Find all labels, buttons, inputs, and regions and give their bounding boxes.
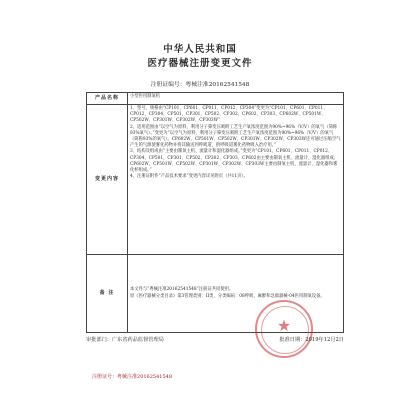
seal-star-icon: ★: [276, 316, 292, 335]
bottom-registration-number: 粤械注准20162541548: [117, 374, 173, 380]
row-label-product-name: 产品名称: [87, 93, 128, 105]
bottom-registration-line: [92, 373, 172, 380]
approval-dept-name: 广东省药品监督管理局: [111, 337, 164, 343]
row-label-change-content: 变更内容: [87, 105, 128, 255]
change-table: [86, 92, 344, 333]
approval-label: 审批部门：: [86, 337, 112, 343]
approval-department: [86, 336, 164, 343]
change-content-value: [128, 105, 344, 255]
registration-number-line: [0, 79, 400, 88]
table-row: [87, 93, 344, 105]
bottom-label: 注册证号：: [92, 374, 118, 380]
product-name-text: 小型医用制氧机: [130, 94, 161, 99]
row-label-remarks: 备 注: [87, 255, 128, 333]
registration-label: 注册证编号：: [150, 82, 186, 88]
table-row: [87, 105, 344, 255]
date-value: 2019年12月2日: [305, 337, 344, 343]
date-label: 批准日期：: [279, 337, 306, 343]
remark-item-1: 本文件与“粤械注准20162541548”注册证共同使用。: [130, 287, 234, 293]
approval-footer: [86, 336, 344, 343]
change-item-4: 4、注册证附件“产品技术要求”变更内容详见附页（共11页）。: [130, 174, 248, 180]
country-heading: 中华人民共和国: [163, 44, 237, 55]
change-item-1: 1、型号、规格由“CP101、CP601、CP011、CP012、CP304”变更为“CP101、CP601、CP011、CP012、CP304、CP501、CP301、CP502、CP302、CP602、CP303、CP602W、CP501W、CP502W、CP301W、CP302W、CP303W”: [130, 106, 328, 124]
registration-number: 粤械注准20162541548: [185, 82, 250, 88]
document-title: 医疗器械注册变更文件: [147, 58, 253, 69]
change-item-3: 3、结构及组成由“主要由制氧主机、流量计和湿化器组成。”变更为“CP101、CP601、CP011、CP012、CP304、CP501、CP301、CP502、CP302、CP303、CP602由主要由制氧主机、流量计、湿化器组成；CP602W、CP501W、CP502W、CP301W、CP302W、CP303W主要由制氧主机、流量计、湿化器和雾化杯组成。”: [130, 149, 339, 174]
approval-date: [279, 336, 344, 343]
change-item-2: 2、适用范围由“以空气为原料，利用分子筛变压吸附工艺生产氧浓度范围为90%~96%（V/V）的氧气（简称93%氧气）。”变更为“以空气为原料，利用分子筛变压吸附工艺生产氧浓度范围为90%~96%（V/V）的氧气（简称93%的氧气）。CP602W、CP501W、CP502W、CP301W、CP302W、CP303W还可通过压缩空气产生的气源使雾化药物并将其输送到呼吸道，供呼吸道雾化药物吸入治疗用。”: [130, 124, 341, 149]
product-name-value: [128, 93, 344, 105]
official-seal: [255, 300, 313, 358]
remark-item-2: 原《医疗器械分类目录》第3管理类别：II类，分类编码：08呼吸、麻醉和急救器械-04医用制氧设备。: [130, 293, 325, 299]
